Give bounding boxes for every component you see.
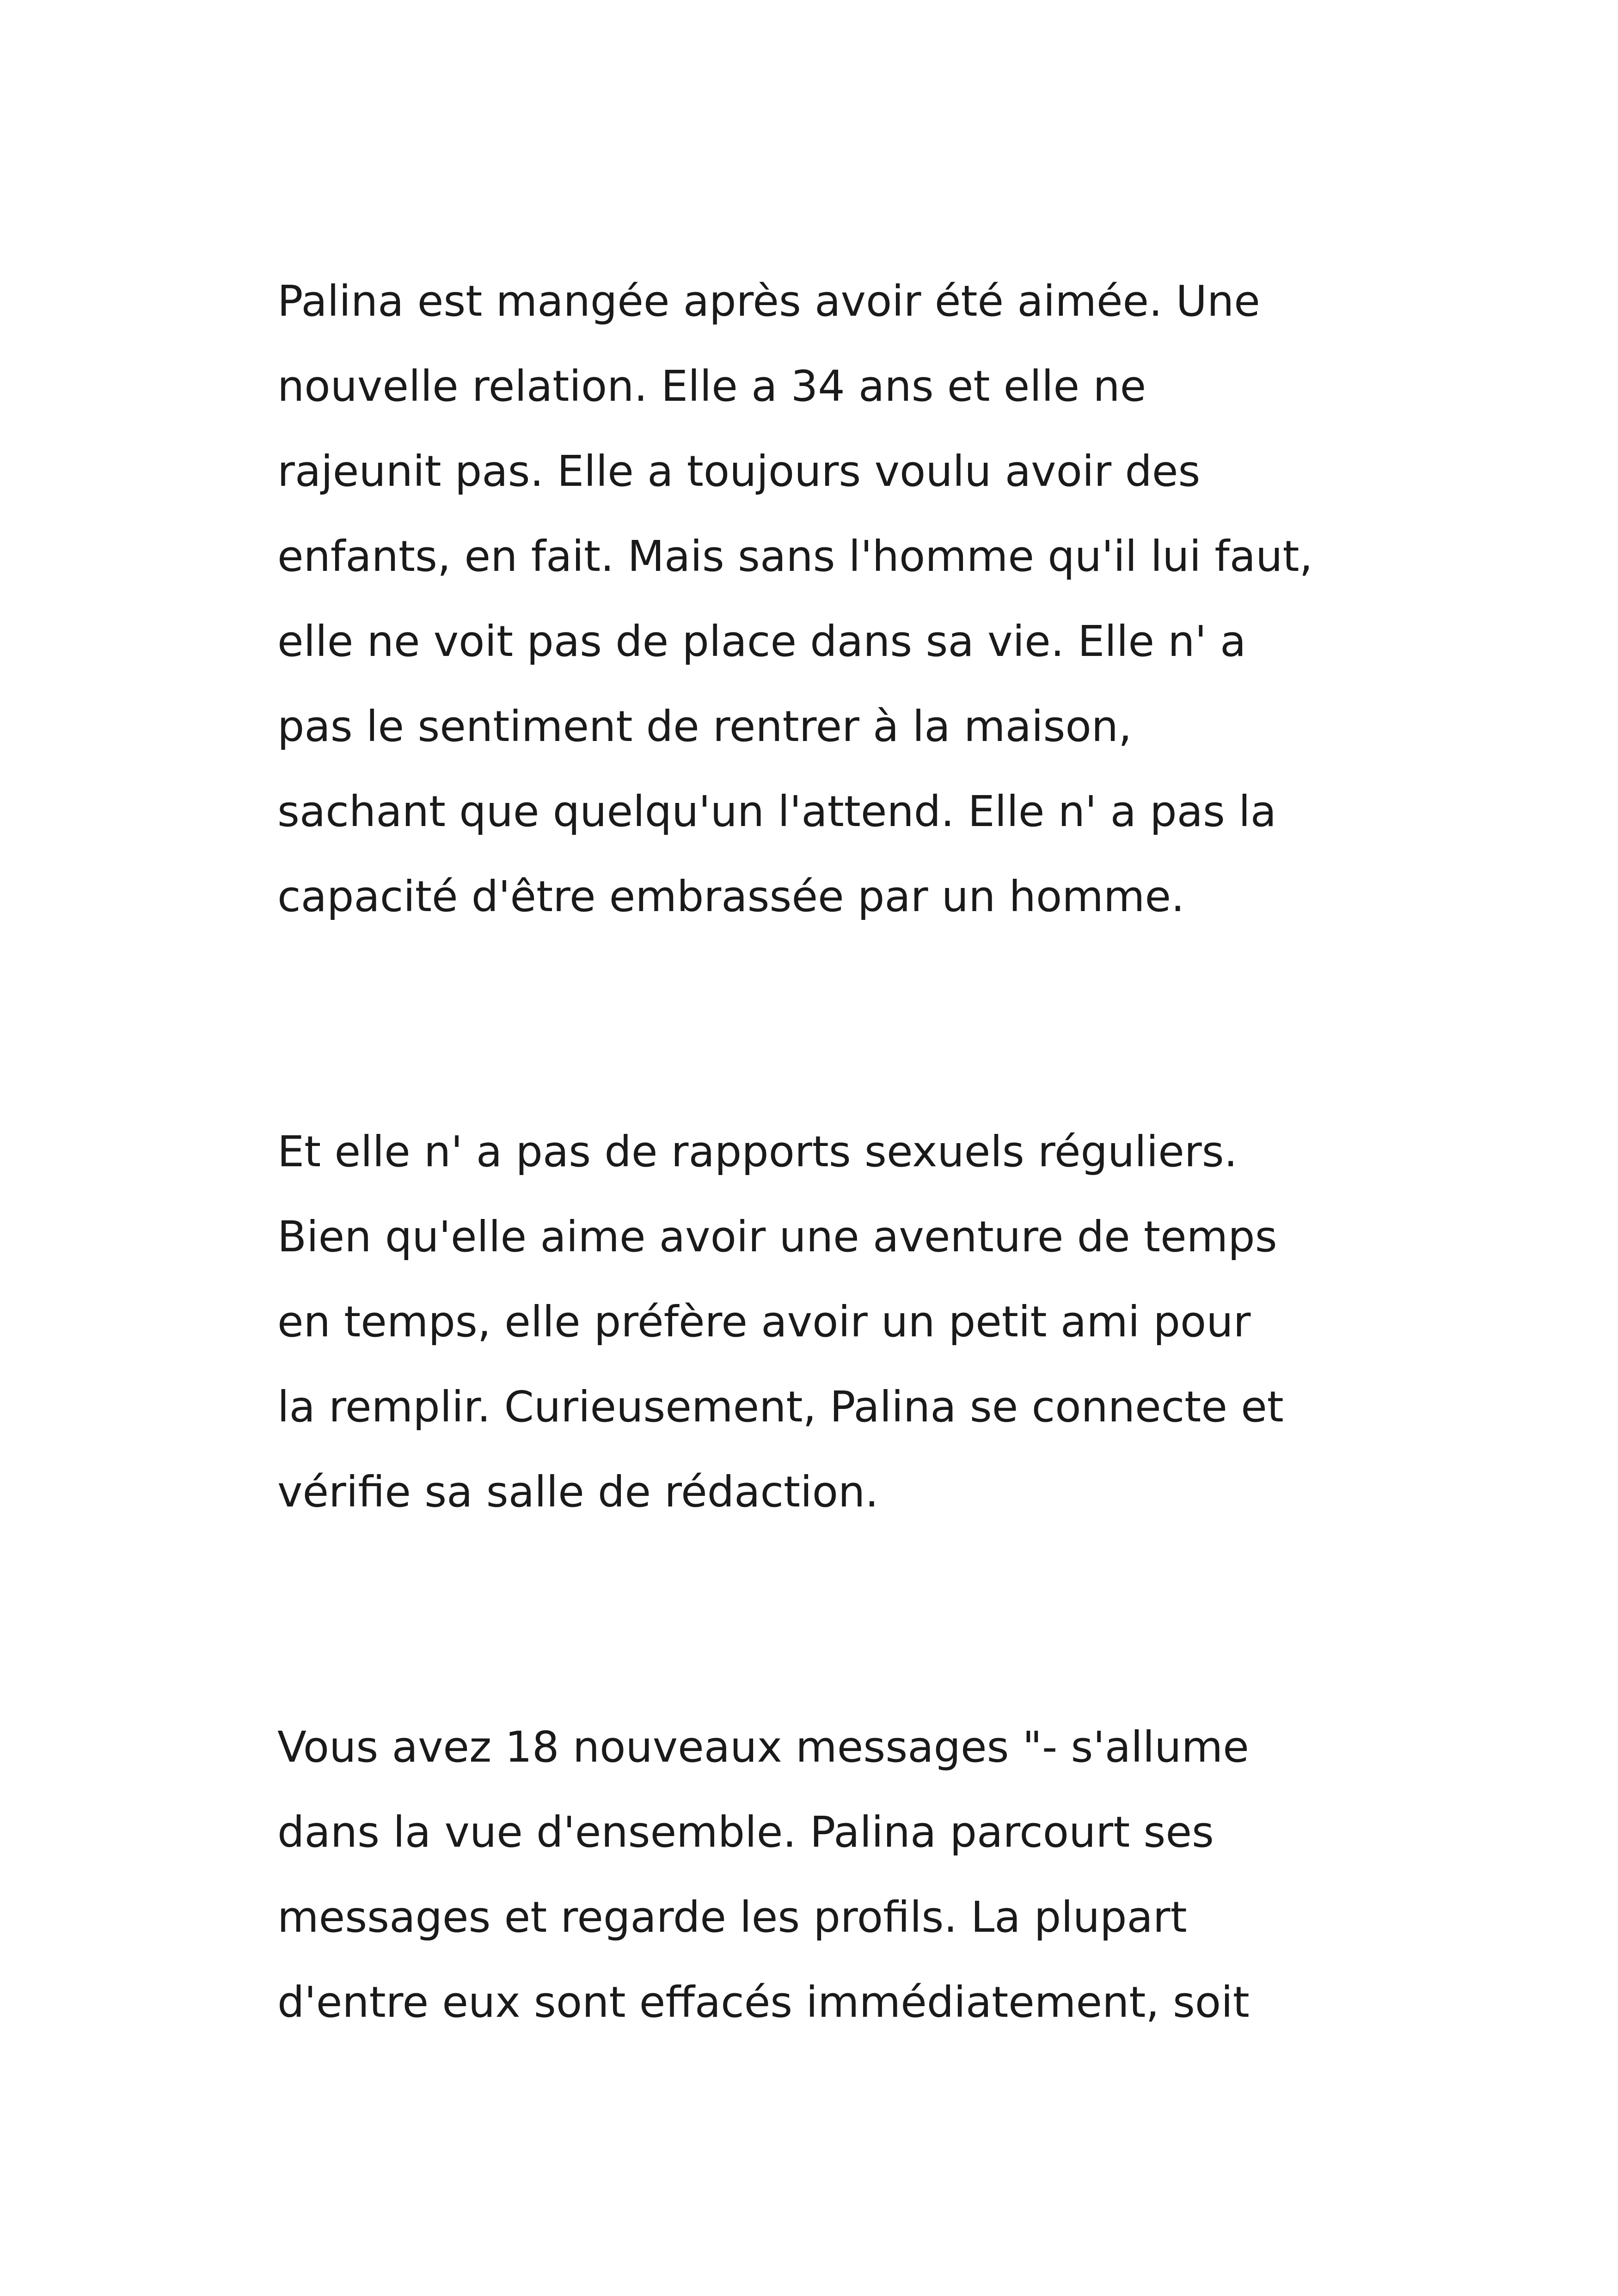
text-line: enfants, en fait. Mais sans l'homme qu'il lui faut, [277, 532, 1313, 581]
text-line: Bien qu'elle aime avoir une aventure de temps [277, 1212, 1277, 1261]
text-line: pas le sentiment de rentrer à la maison, [277, 702, 1132, 751]
text-line: Palina est mangée après avoir été aimée. Une [277, 276, 1260, 326]
text-line: capacité d'être embrassée par un homme. [277, 872, 1185, 921]
paragraph-2 [277, 1109, 1387, 1535]
text-line: elle ne voit pas de place dans sa vie. Elle n' a [277, 617, 1246, 666]
text-line: d'entre eux sont effacés immédiatement, soit [277, 1978, 1250, 2027]
text-line: nouvelle relation. Elle a 34 ans et elle ne [277, 361, 1146, 411]
paragraph-spacer [277, 939, 1387, 1109]
paragraph-1 [277, 259, 1387, 939]
body-text [277, 259, 1387, 2045]
text-line: messages et regarde les profils. La plupart [277, 1892, 1187, 1942]
text-line: Vous avez 18 nouveaux messages "- s'allume [277, 1722, 1249, 1772]
text-line: rajeunit pas. Elle a toujours voulu avoir des [277, 447, 1201, 496]
text-line: en temps, elle préfère avoir un petit ami pour [277, 1297, 1251, 1347]
paragraph-3 [277, 1705, 1387, 2045]
text-line: la remplir. Curieusement, Palina se connecte et [277, 1382, 1284, 1432]
text-line: Et elle n' a pas de rapports sexuels réguliers. [277, 1127, 1238, 1176]
text-line: dans la vue d'ensemble. Palina parcourt ses [277, 1807, 1214, 1857]
text-line: sachant que quelqu'un l'attend. Elle n' a pas la [277, 787, 1277, 836]
text-line: vérifie sa salle de rédaction. [277, 1467, 879, 1517]
paragraph-spacer [277, 1535, 1387, 1705]
